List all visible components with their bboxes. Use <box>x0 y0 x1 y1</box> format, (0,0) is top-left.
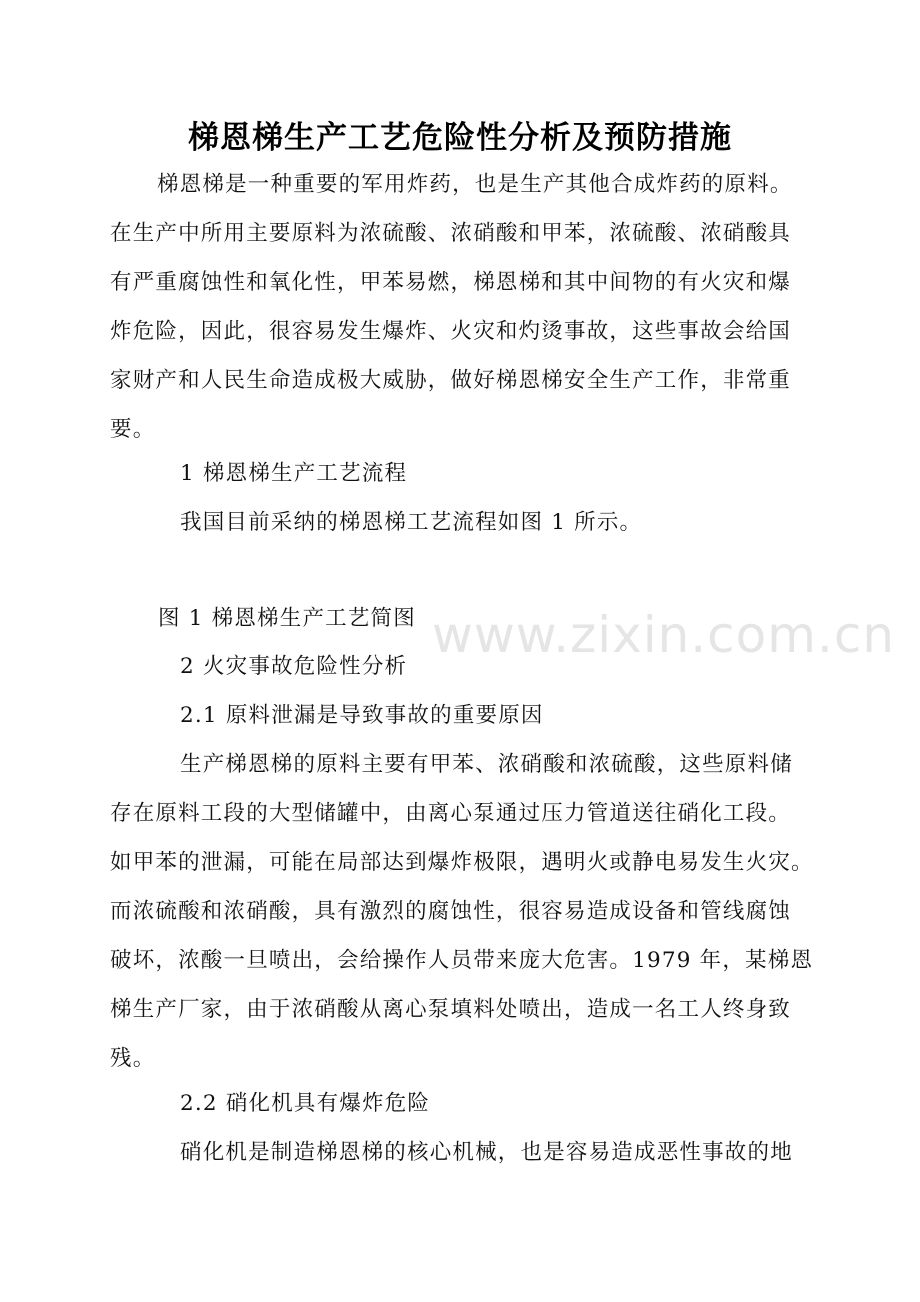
paragraph-line: 炸危险，因此，很容易发生爆炸、火灾和灼烫事故，这些事故会给国 <box>110 319 792 344</box>
paragraph-line: 残。 <box>110 1046 156 1071</box>
paragraph-line: 梯恩梯是一种重要的军用炸药，也是生产其他合成炸药的原料。 <box>157 172 793 197</box>
subsection-heading: 2.2 硝化机具有爆炸危险 <box>180 1091 431 1116</box>
paragraph-line: 我国目前采纳的梯恩梯工艺流程如图 1 所示。 <box>180 510 643 535</box>
paragraph-line: 家财产和人民生命造成极大威胁，做好梯恩梯安全生产工作，非常重 <box>110 368 792 393</box>
paragraph-line: 而浓硫酸和浓硝酸，具有激烈的腐蚀性，很容易造成设备和管线腐蚀 <box>110 899 792 924</box>
document-title: 梯恩梯生产工艺危险性分析及预防措施 <box>188 120 732 156</box>
watermark: www.zixin.com.cn <box>432 606 896 664</box>
paragraph-line: 要。 <box>110 417 156 442</box>
section-heading: 2 火灾事故危险性分析 <box>180 654 408 679</box>
paragraph-line: 硝化机是制造梯恩梯的核心机械，也是容易造成恶性事故的地 <box>180 1140 793 1165</box>
paragraph-line: 破坏，浓酸一旦喷出，会给操作人员带来庞大危害。1979 年，某梯恩 <box>110 948 814 973</box>
subsection-heading: 2.1 原料泄漏是导致事故的重要原因 <box>180 703 544 728</box>
figure-caption: 图 1 梯恩梯生产工艺简图 <box>158 606 416 631</box>
paragraph-line: 有严重腐蚀性和氧化性，甲苯易燃，梯恩梯和其中间物的有火灾和爆 <box>110 270 792 295</box>
paragraph-line: 梯生产厂家，由于浓硝酸从离心泵填料处喷出，造成一名工人终身致 <box>110 997 792 1022</box>
paragraph-line: 存在原料工段的大型储罐中，由离心泵通过压力管道送往硝化工段。 <box>110 801 792 826</box>
section-heading: 1 梯恩梯生产工艺流程 <box>180 461 408 486</box>
paragraph-line: 在生产中所用主要原料为浓硫酸、浓硝酸和甲苯，浓硫酸、浓硝酸具 <box>110 221 792 246</box>
paragraph-line: 如甲苯的泄漏，可能在局部达到爆炸极限，遇明火或静电易发生火灾。 <box>110 850 814 875</box>
paragraph-line: 生产梯恩梯的原料主要有甲苯、浓硝酸和浓硫酸，这些原料储 <box>180 752 793 777</box>
